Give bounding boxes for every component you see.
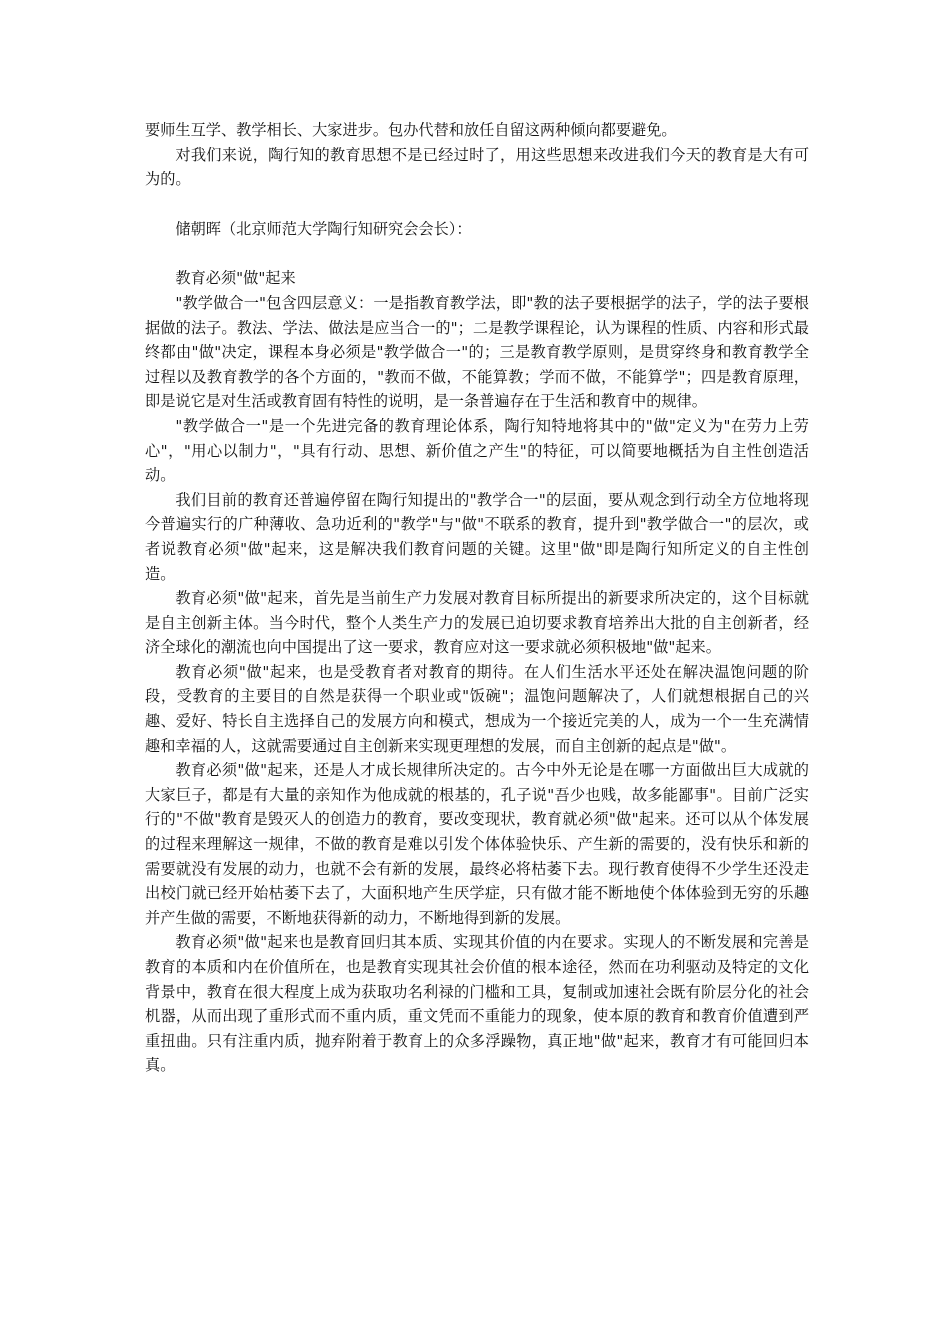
paragraph-continuation: 要师生互学、教学相长、大家进步。包办代替和放任自留这两种倾向都要避免。 — [145, 121, 677, 139]
section-title: 教育必须"做"起来 — [175, 269, 296, 288]
paragraph: 教育必须"做"起来，还是人才成长规律所决定的。古今中外无论是在哪一方面做出巨大成就的大家巨子，都是有大量的亲知作为他成就的根基的，孔子说"吾少也贱，故多能鄙事"。目前广泛实行的"不做"教育是毁灭人的创造力的教育，要改变现状，教育就必须"做"起来。还可以从个体发展的过程来理解这一规律，不做的教育是难以引发个体体验快乐、产生新的需要的，没有快乐和新的需要就没有发展的动力，也就不会有新的发展，最终必将枯萎下去。现行教育使得不少学生还没走出校门就已经开始枯萎下去了，大面积地产生厌学症，只有做才能不断地使个体体验到无穷的乐趣并产生做的需要，不断地获得新的动力，不断地得到新的发展。 — [145, 761, 809, 927]
paragraph: 教育必须"做"起来，也是受教育者对教育的期待。在人们生活水平还处在解决温饱问题的阶段，受教育的主要目的自然是获得一个职业或"饭碗"；温饱问题解决了，人们就想根据自己的兴趣、爱好、特长自主选择自己的发展方向和模式，想成为一个接近完美的人，成为一个一生充满情趣和幸福的人，这就需要通过自主创新来实现更理想的发展，而自主创新的起点是"做"。 — [145, 662, 809, 755]
document-body — [145, 118, 809, 1078]
paragraph: "教学做合一"包含四层意义：一是指教育教学法，即"教的法子要根据学的法子，学的法子要根据做的法子。教法、学法、做法是应当合一的"；二是教学课程论，认为课程的性质、内容和形式最终都由"做"决定，课程本身必须是"教学做合一"的；三是教育教学原则，是贯穿终身和教育教学全过程以及教育教学的各个方面的，"教而不做，不能算教；学而不做，不能算学"；四是教育原理，即是说它是对生活或教育固有特性的说明，是一条普遍存在于生活和教育中的规律。 — [145, 293, 809, 411]
paragraph: 教育必须"做"起来，首先是当前生产力发展对教育目标所提出的新要求所决定的，这个目标就是自主创新主体。当今时代，整个人类生产力的发展已迫切要求教育培养出大批的自主创新者，经济全球化的潮流也向中国提出了这一要求，教育应对这一要求就必须积极地"做"起来。 — [145, 589, 809, 657]
paragraph: 我们目前的教育还普遍停留在陶行知提出的"教学合一"的层面，要从观念到行动全方位地将现今普遍实行的广种薄收、急功近利的"教学"与"做"不联系的教育，提升到"教学做合一"的层次，或者说教育必须"做"起来，这是解决我们教育问题的关键。这里"做"即是陶行知所定义的自主性创造。 — [145, 490, 809, 583]
paragraph: 对我们来说，陶行知的教育思想不是已经过时了，用这些思想来改进我们今天的教育是大有可为的。 — [145, 145, 809, 189]
speaker-heading: 储朝晖（北京师范大学陶行知研究会会长）： — [175, 219, 472, 238]
paragraph: 教育必须"做"起来也是教育回归其本质、实现其价值的内在要求。实现人的不断发展和完善是教育的本质和内在价值所在，也是教育实现其社会价值的根本途径，然而在功利驱动及特定的文化背景中，教育在很大程度上成为获取功名利禄的门槛和工具，复制或加速社会既有阶层分化的社会机器，从而出现了重形式而不重内质，重文凭而不重能力的现象，使本原的教育和教育价值遭到严重扭曲。只有注重内质，抛弃附着于教育上的众多浮躁物，真正地"做"起来，教育才有可能回归本真。 — [145, 933, 809, 1075]
paragraph: "教学做合一"是一个先进完备的教育理论体系，陶行知特地将其中的"做"定义为"在劳力上劳心"，"用心以制力"，"具有行动、思想、新价值之产生"的特征，可以简要地概括为自主性创造活动。 — [145, 416, 809, 485]
